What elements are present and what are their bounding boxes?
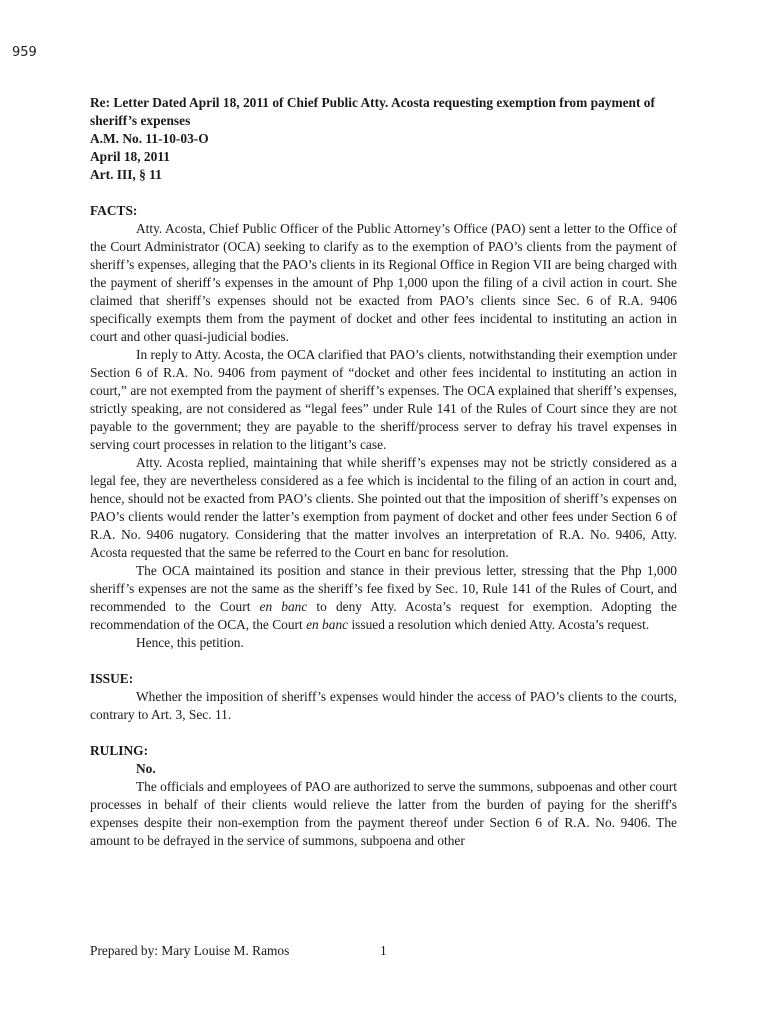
facts-paragraph-4-part-c: issued a resolution which denied Atty. Acosta’s request. [348, 617, 650, 632]
case-date: April 18, 2011 [90, 149, 170, 164]
issue-paragraph: Whether the imposition of sheriff’s expenses would hinder the access of PAO’s clients to the courts, contrary to Art. 3, Sec. 11. [90, 689, 677, 722]
page-number: 959 [12, 45, 37, 60]
ruling-answer: No. [136, 761, 156, 776]
facts-paragraph-4-part-b: to deny Atty. Acosta’s request for exemption. Adopting the recommendation of the OCA, the Court [90, 599, 677, 632]
case-digest [90, 94, 677, 850]
prepared-by: Prepared by: Mary Louise M. Ramos [90, 943, 290, 958]
facts-paragraph-3: Atty. Acosta replied, maintaining that while sheriff’s expenses may not be strictly considered as a legal fee, they are nevertheless considered as a fee which is incidental to the filing of an action in court and, hence, should not be exacted from PAO’s clients. She pointed out that the imposition of sheriff’s expenses on PAO’s clients would render the latter’s exemption from payment of docket and other fees under Section 6 of R.A. No. 9406 nugatory. Considering that the matter involves an interpretation of R.A. No. 9406, Atty. Acosta requested that the same be referred to the Court en banc for resolution. [90, 455, 677, 560]
footer-page-number: 1 [380, 943, 387, 958]
facts-paragraph-4-part-a: The OCA maintained its position and stance in their previous letter, stressing that the Php 1,000 sheriff’s expenses are not the same as the sheriff’s fee fixed by Sec. 10, Rule 141 of the Rules of Court, and recommended to the Court [90, 563, 677, 614]
ruling-heading: RULING: [90, 743, 149, 758]
ruling-paragraph-1: The officials and employees of PAO are authorized to serve the summons, subpoenas and other court processes in behalf of their clients would relieve the latter from the burden of paying for the sheriff's expenses despite their non-exemption from the payment thereof under Section 6 of R.A. No. 9406. The amount to be defrayed in the service of summons, subpoena and other [90, 779, 677, 848]
facts-paragraph-5: Hence, this petition. [136, 635, 244, 650]
case-title: Re: Letter Dated April 18, 2011 of Chief Public Atty. Acosta requesting exemption from payment of sheriff’s expenses [90, 95, 655, 128]
en-banc-term: en banc [306, 617, 349, 632]
constitution-article: Art. III, § 11 [90, 167, 162, 182]
facts-paragraph-4 [90, 562, 677, 634]
facts-paragraph-1: Atty. Acosta, Chief Public Officer of the Public Attorney’s Office (PAO) sent a letter to the Office of the Court Administrator (OCA) seeking to clarify as to the exemption of PAO’s clients from the payment of sheriff’s expenses, alleging that the PAO’s clients in its Regional Office in Region VII are being charged with the payment of sheriff’s expenses in the amount of Php 1,000 upon the filing of a civil action in court. She claimed that sheriff’s expenses should not be exacted from PAO’s clients since Sec. 6 of R.A. 9406 specifically exempts them from the payment of docket and other fees incidental to instituting an action in court and other quasi-judicial bodies. [90, 221, 677, 344]
en-banc-term: en banc [259, 599, 308, 614]
facts-paragraph-2: In reply to Atty. Acosta, the OCA clarified that PAO’s clients, notwithstanding their exemption under Section 6 of R.A. No. 9406 from payment of “docket and other fees incidental to instituting an action in court,” are not exempted from the payment of sheriff’s expenses. The OCA explained that sheriff’s expenses, strictly speaking, are not considered as “legal fees” under Rule 141 of the Rules of Court since they are not payable to the government; they are payable to the sheriff/process server to defray his travel expenses in serving court processes in relation to the litigant’s case. [90, 347, 677, 452]
issue-heading: ISSUE: [90, 671, 134, 686]
case-number: A.M. No. 11-10-03-O [90, 131, 209, 146]
facts-heading: FACTS: [90, 203, 138, 218]
